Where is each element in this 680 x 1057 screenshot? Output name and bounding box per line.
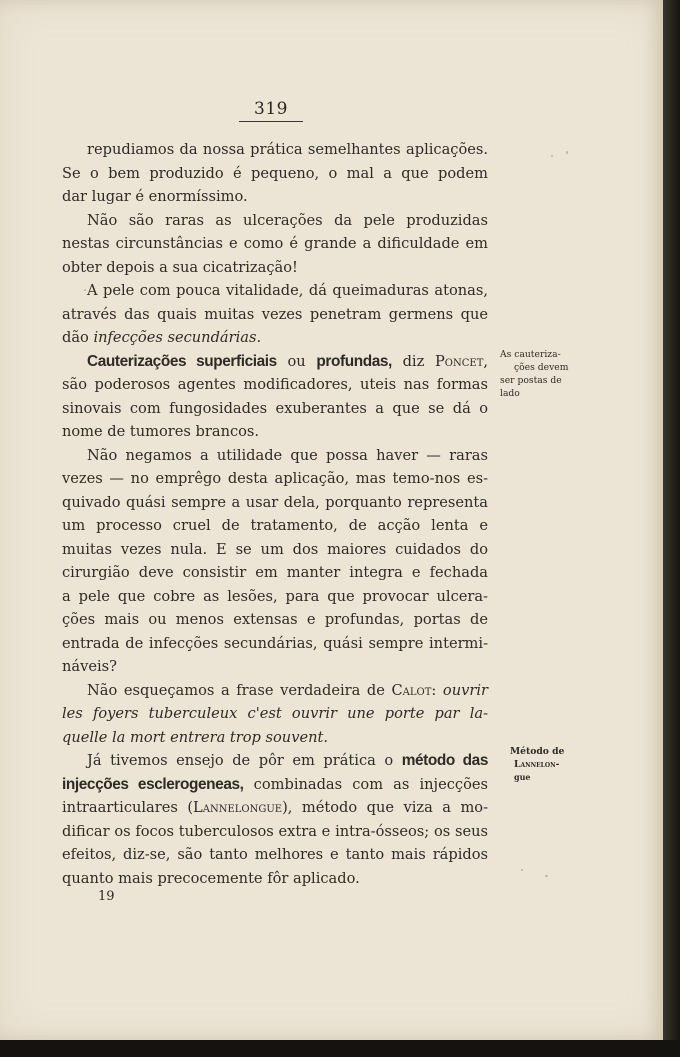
- text-line: [62, 373, 488, 397]
- margin-note-line: Método de: [510, 746, 565, 757]
- text-run: nestas circunstâncias e como é grande a dificuldade em: [62, 235, 488, 252]
- text-run: repudiamos da nossa prática semelhantes aplicações.: [87, 141, 488, 158]
- text-run: ), método que viza a mo-: [282, 799, 489, 816]
- paper-speck: [551, 155, 553, 157]
- text-run: sinovais com fungosidades exuberantes a que se dá o: [62, 399, 488, 417]
- text-run: infecções secundárias.: [93, 329, 262, 346]
- text-line: [62, 702, 488, 726]
- margin-note-line: As cauteriza-: [500, 349, 561, 360]
- text-line: [62, 420, 488, 444]
- text-run: náveis?: [62, 658, 117, 675]
- text-run: dar lugar é enormíssimo.: [62, 188, 248, 205]
- text-line: [62, 162, 488, 186]
- text-line: [62, 232, 488, 256]
- paper-speck: [521, 869, 523, 871]
- paragraph: [62, 138, 488, 209]
- text-run: quelle la mort entrera trop souvent.: [62, 728, 328, 746]
- body-text: [62, 138, 488, 890]
- text-line: [62, 256, 488, 280]
- text-line: [62, 138, 488, 162]
- margin-note-line: Lannelon-: [514, 759, 560, 770]
- text-line: [62, 444, 488, 468]
- text-line: [62, 726, 488, 750]
- text-run: A pele com pouca vitalidade, dá queimaduras atonas,: [87, 282, 488, 299]
- text-run: dificar os focos tuberculosos extra e intra-ósseos; os seus: [62, 822, 488, 840]
- text-line: [62, 185, 488, 209]
- text-run: les foyers tuberculeux c'est ouvrir une porte par la-: [62, 705, 488, 722]
- text-run: Se o bem produzido é pequeno, o mal a que podem: [62, 164, 488, 182]
- text-run: através das quais muitas vezes penetram germens que: [62, 305, 488, 323]
- text-run: a pele que cobre as lesões, para que provocar ulcera-: [62, 587, 488, 605]
- text-run: ções mais ou menos extensas e profundas, portas de: [62, 611, 488, 628]
- margin-note-line: ções devem: [514, 362, 569, 373]
- text-run: quanto mais precocemente fôr aplicado.: [62, 869, 360, 887]
- paragraph: [62, 279, 488, 350]
- text-line: [62, 796, 488, 820]
- text-run: quivado quási sempre a usar dela, porquanto representa: [62, 493, 488, 511]
- text-run: intraarticulares (: [62, 799, 194, 816]
- text-line: [62, 655, 488, 679]
- text-line: [62, 843, 488, 867]
- book-edge: [663, 0, 680, 1057]
- text-line: [62, 608, 488, 632]
- margin-note-lannelongue-method: [510, 745, 590, 784]
- text-line: [62, 867, 488, 891]
- text-run: ouvrir: [436, 681, 488, 699]
- text-line: [62, 773, 488, 797]
- text-line: [62, 514, 488, 538]
- text-run: efeitos, diz-se, são tanto melhores e tanto mais rápidos: [62, 846, 488, 863]
- paper-speck: [566, 151, 568, 154]
- text-line: [62, 279, 488, 303]
- text-run: obter depois a sua cicatrização!: [62, 258, 298, 276]
- paragraph: [62, 209, 488, 280]
- text-line: [62, 585, 488, 609]
- text-run: Não são raras as ulcerações da pele produzidas: [87, 211, 488, 229]
- paper-speck: [545, 875, 548, 877]
- text-run: dão: [62, 329, 94, 346]
- text-run: Lannelongue: [193, 799, 283, 816]
- text-run: muitas vezes nula. E se um dos maiores cuidados do: [62, 540, 488, 558]
- text-line: [62, 679, 488, 703]
- book-bottom-edge: [0, 1040, 680, 1057]
- text-run: injecções esclerogeneas,: [62, 775, 244, 793]
- text-run: Não negamos a utilidade que possa haver — raras: [87, 446, 488, 464]
- text-line: [62, 632, 488, 656]
- text-line: [62, 491, 488, 515]
- text-run: profundas,: [316, 352, 392, 370]
- text-run: são poderosos agentes modificadores, uteis nas formas: [62, 376, 488, 393]
- paragraph: [62, 749, 488, 890]
- text-line: [62, 397, 488, 421]
- text-run: Poncet,: [434, 352, 488, 370]
- text-run: diz: [391, 352, 435, 370]
- text-run: Já tivemos ensejo de pôr em prática o: [87, 752, 402, 769]
- text-line: [62, 350, 488, 374]
- margin-note-cauterizations: [500, 348, 580, 400]
- page-number: 319: [254, 99, 288, 119]
- text-line: [62, 538, 488, 562]
- text-run: entrada de infecções secundárias, quási sempre intermi-: [62, 634, 488, 652]
- text-line: [62, 303, 488, 327]
- text-run: ou: [276, 352, 317, 370]
- paragraph: [62, 444, 488, 679]
- text-run: Não esqueçamos a frase verdadeira de: [87, 681, 392, 699]
- text-run: cirurgião deve consistir em manter integra e fechada: [62, 564, 488, 581]
- paper-speck: [84, 289, 86, 291]
- paragraph: [62, 350, 488, 444]
- text-line: [62, 209, 488, 233]
- text-line: [62, 561, 488, 585]
- text-line: [62, 467, 488, 491]
- signature-mark: 19: [98, 889, 115, 904]
- text-run: um processo cruel de tratamento, de acção lenta e: [62, 517, 488, 534]
- text-run: Cauterizações superficiais: [87, 352, 277, 370]
- page-number-rule: [239, 121, 303, 122]
- text-run: combinadas com as injecções: [243, 775, 488, 793]
- text-line: [62, 749, 488, 773]
- text-run: vezes — no emprêgo desta aplicação, mas temo-nos es-: [62, 470, 488, 487]
- text-run: Calot:: [391, 681, 437, 699]
- margin-note-line: gue: [514, 772, 531, 782]
- text-run: nome de tumores brancos.: [62, 423, 260, 440]
- text-run: método das: [401, 752, 488, 769]
- text-line: [62, 820, 488, 844]
- paragraph: [62, 679, 488, 750]
- margin-note-line: ser postas de: [500, 375, 562, 386]
- margin-note-line: lado: [500, 388, 520, 399]
- text-line: [62, 326, 488, 350]
